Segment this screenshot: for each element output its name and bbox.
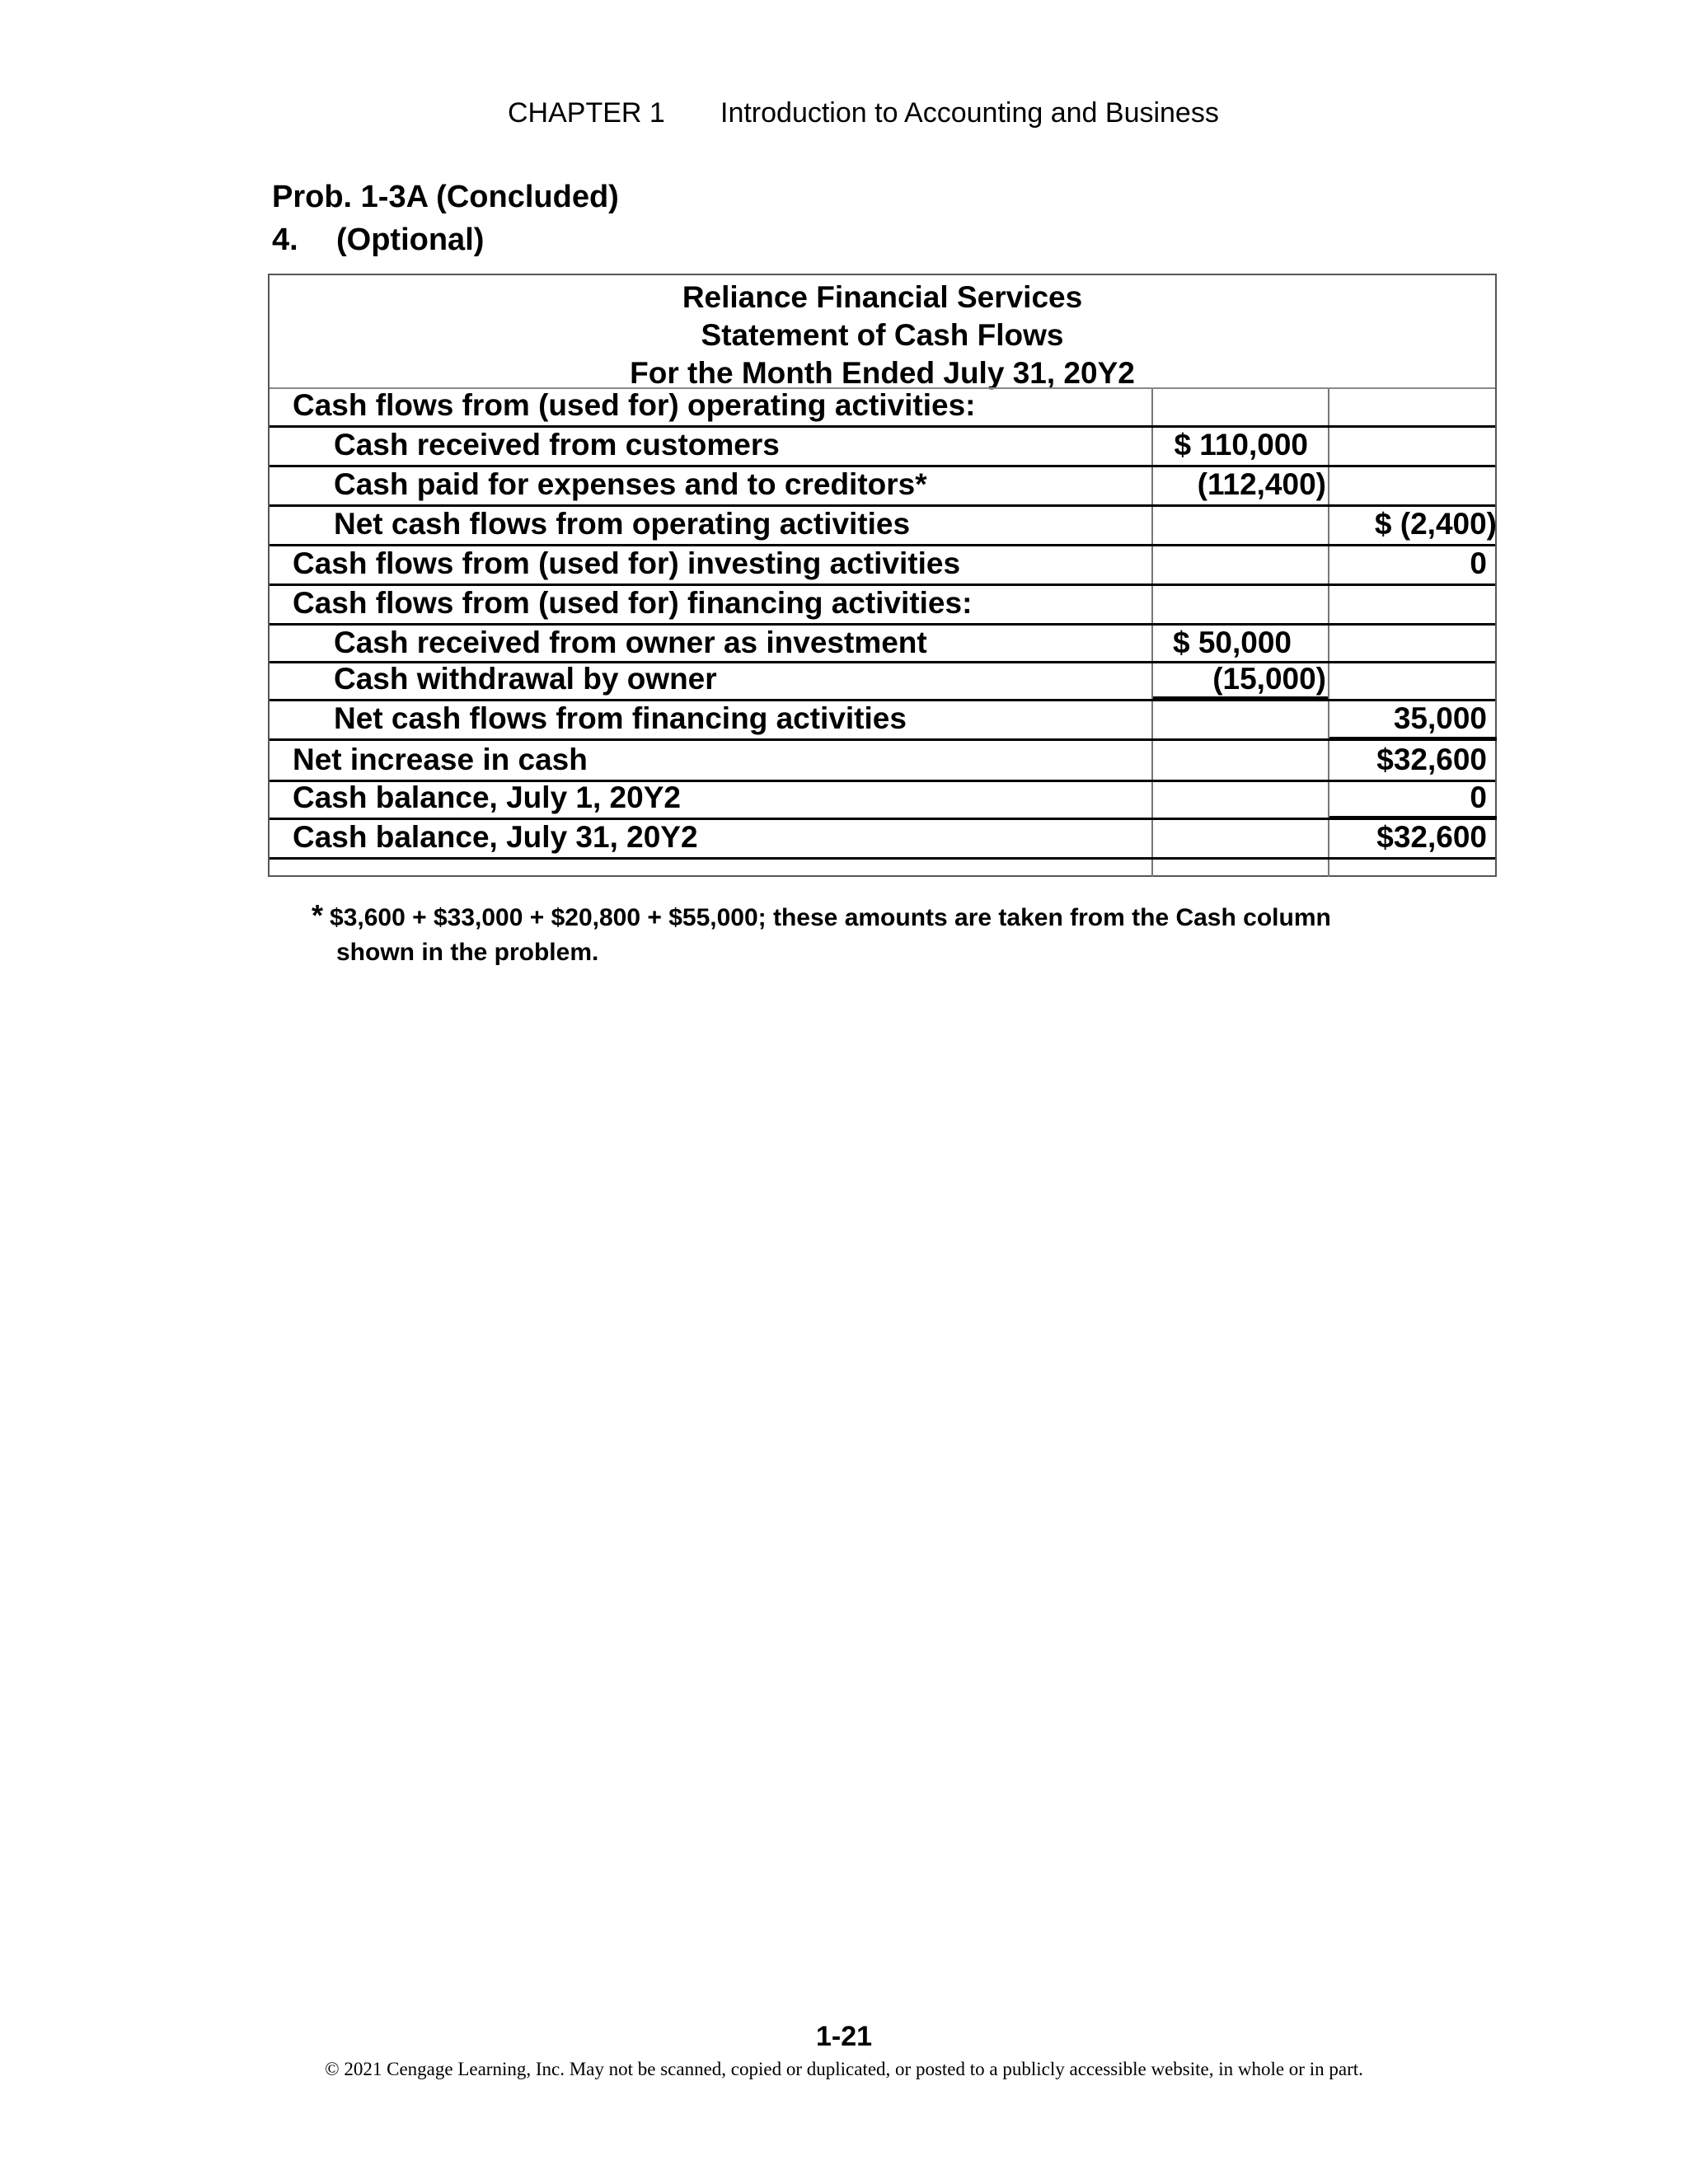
statement-row [270, 659, 1495, 699]
statement-row [270, 583, 1495, 623]
company-name: Reliance Financial Services [682, 280, 1083, 314]
row-label: Cash received from owner as investment [334, 626, 927, 659]
statement-row [270, 386, 1495, 425]
statement-row [270, 818, 1495, 857]
problem-label: Prob. 1-3A (Concluded) [272, 180, 619, 214]
part-label [272, 223, 484, 258]
statement-name: Statement of Cash Flows [701, 318, 1064, 352]
row-label: Cash flows from (used for) investing activities [293, 546, 961, 580]
row-label: Net increase in cash [293, 743, 588, 776]
footnote-line-1: $3,600 + $33,000 + $20,800 + $55,000; these amounts are taken from the Cash column [330, 904, 1331, 931]
rule [270, 857, 1495, 860]
footnote-marker: * [312, 898, 324, 932]
row-amount-col1: $ 50,000 [1172, 626, 1292, 659]
row-label: Cash paid for expenses and to creditors* [334, 467, 927, 501]
chapter-label: CHAPTER 1 [508, 97, 665, 129]
copyright-notice: © 2021 Cengage Learning, Inc. May not be scanned, copied or duplicated, or posted to a publicly accessible website, in whole or in part. [325, 2059, 1363, 2079]
statement-heading [270, 275, 1495, 392]
row-amount-col2: 0 [1470, 780, 1487, 814]
part-number: 4. [272, 223, 298, 257]
statement-row [270, 465, 1495, 504]
statement-period: For the Month Ended July 31, 20Y2 [630, 356, 1135, 390]
row-amount-col2: $ (2,400) [1374, 507, 1497, 541]
row-label: Cash withdrawal by owner [334, 662, 717, 696]
statement-row [270, 544, 1495, 583]
row-amount-col1: $ 110,000 [1174, 428, 1308, 462]
cash-flow-statement [268, 274, 1497, 877]
row-amount-col2: $32,600 [1376, 820, 1487, 854]
statement-row [270, 425, 1495, 465]
row-amount-col1: (15,000) [1212, 662, 1326, 696]
row-label: Cash received from customers [334, 428, 780, 462]
row-label: Net cash flows from financing activities [334, 701, 907, 735]
statement-row [270, 504, 1495, 544]
row-label: Cash flows from (used for) operating activities: [293, 388, 976, 422]
row-label: Cash flows from (used for) financing activities: [293, 586, 973, 620]
statement-row [270, 699, 1495, 738]
footnote [312, 898, 1331, 970]
row-amount-col2: $32,600 [1376, 743, 1487, 776]
row-label: Cash balance, July 1, 20Y2 [293, 780, 681, 814]
statement-row [270, 623, 1495, 663]
row-amount-col1: (112,400) [1197, 467, 1326, 501]
chapter-title: Introduction to Accounting and Business [720, 97, 1219, 129]
row-label: Net cash flows from operating activities [334, 507, 911, 541]
page-number: 1-21 [815, 2021, 873, 2052]
part-title: (Optional) [336, 223, 485, 257]
statement-row [270, 778, 1495, 818]
row-label: Cash balance, July 31, 20Y2 [293, 820, 698, 854]
row-amount-col2: 35,000 [1393, 701, 1487, 735]
row-amount-col2: 0 [1470, 546, 1487, 580]
statement-row [270, 740, 1495, 780]
footnote-line-2: shown in the problem. [336, 939, 599, 966]
